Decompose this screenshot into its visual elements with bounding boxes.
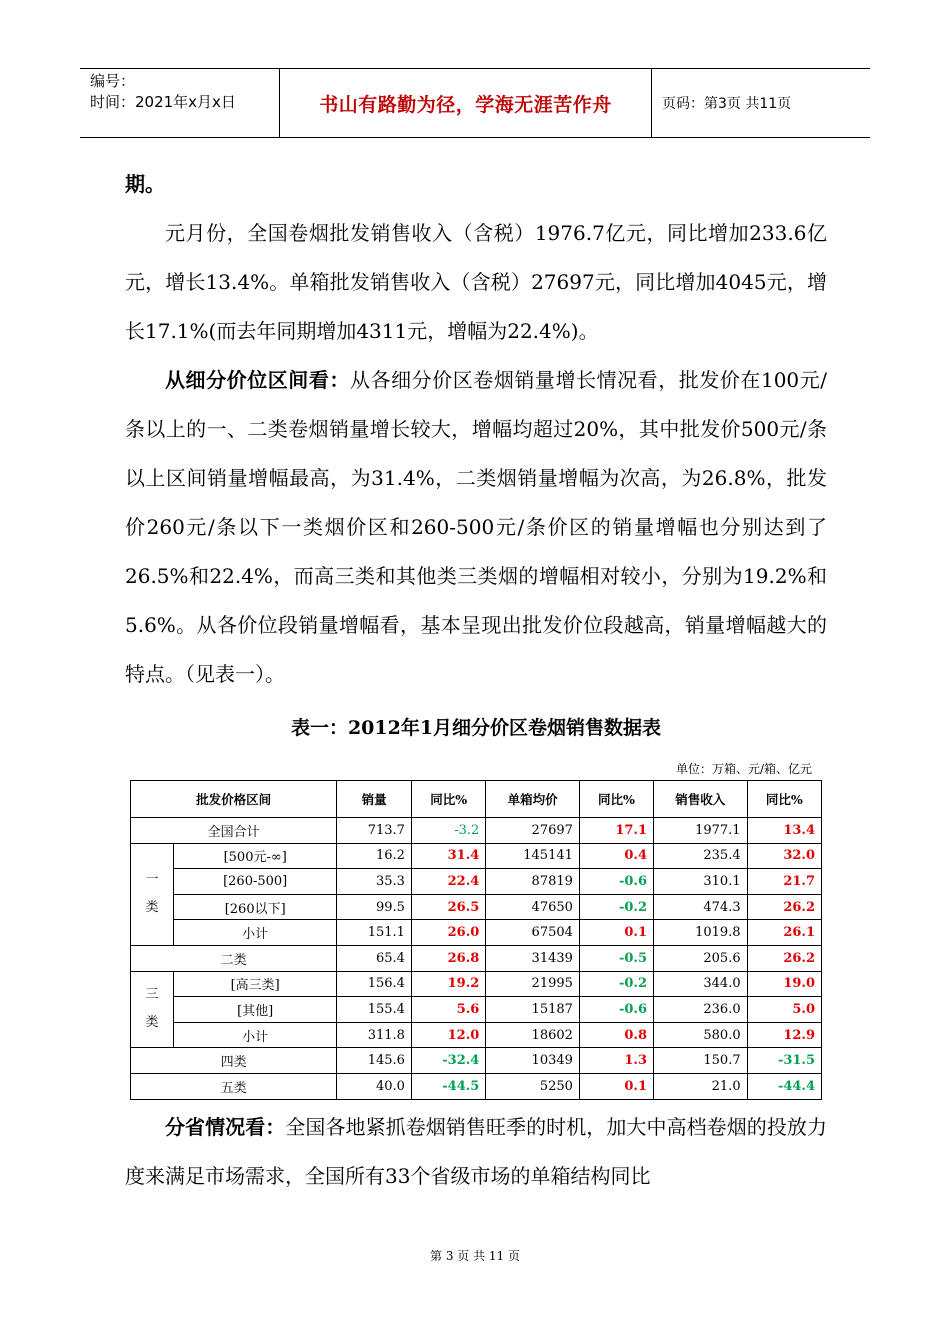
table-caption: 表一：2012年1月细分价区卷烟销售数据表 (290, 717, 662, 739)
page-header (80, 68, 870, 138)
doc-time-label: 时间：2021年x月x日 (90, 93, 236, 111)
row-label: [260-500] (174, 869, 337, 895)
table-row (131, 920, 822, 946)
table-row (131, 1022, 822, 1048)
cell-volume: 311.8 (337, 1022, 412, 1048)
cell-revenue: 236.0 (654, 997, 748, 1023)
cell-volume: 40.0 (337, 1073, 412, 1099)
table-unit: 单位：万箱、元/箱、亿元 (675, 762, 812, 776)
cell-revenue: 344.0 (654, 971, 748, 997)
paragraph-2 (125, 356, 827, 699)
doc-code-label: 编号： (90, 72, 136, 90)
cell-price-yoy: -0.5 (579, 945, 653, 971)
cell-volume: 156.4 (337, 971, 412, 997)
cell-unit-price: 47650 (486, 894, 580, 920)
group-label-class1: 一类 (131, 843, 174, 945)
row-label: 小计 (174, 920, 337, 946)
cell-revenue: 21.0 (654, 1073, 748, 1099)
col-header-range: 批发价格区间 (131, 781, 337, 818)
cell-unit-price: 31439 (486, 945, 580, 971)
paragraph-3-lead: 分省情况看： (165, 1115, 286, 1139)
paragraph-2-lead: 从细分价位区间看： (165, 368, 350, 392)
paragraph-2-text: 从各细分价区卷烟销量增长情况看，批发价在100元/条以上的一、二类卷烟销量增长较大，增幅均超过20%，其中批发价500元/条以上区间销量增幅最高，为31.4%，二类烟销量增幅为次高，为26.8%，批发价260元/条以下一类烟价区和260-500元/条价区的销量增幅也分别达到了26.5%和22.4%，而高三类和其他类三类烟的增幅相对较小，分别为19.2%和5.6%。从各价位段销量增幅看，基本呈现出批发价位段越高，销量增幅越大的特点。（见表一）。 (125, 368, 828, 686)
row-label: [其他] (174, 997, 337, 1023)
cell-volume-yoy: 12.0 (411, 1022, 485, 1048)
cell-revenue-yoy: 26.2 (747, 894, 821, 920)
row-label: [高三类] (174, 971, 337, 997)
cell-volume-yoy: -44.5 (411, 1073, 485, 1099)
row-label: [260以下] (174, 894, 337, 920)
table-row (131, 945, 822, 971)
cell-price-yoy: 0.1 (579, 1073, 653, 1099)
table-row (131, 843, 822, 869)
cell-revenue: 205.6 (654, 945, 748, 971)
row-label: 全国合计 (131, 818, 337, 844)
cell-revenue: 310.1 (654, 869, 748, 895)
cell-unit-price: 145141 (486, 843, 580, 869)
cell-volume-yoy: 19.2 (411, 971, 485, 997)
page-footer: 第 3 页 共 11 页 (430, 1249, 520, 1263)
col-header-revenue: 销售收入 (654, 781, 748, 818)
cell-revenue-yoy: 5.0 (747, 997, 821, 1023)
cell-volume-yoy: -32.4 (411, 1048, 485, 1074)
paragraph-0-text: 期。 (125, 172, 165, 196)
cell-volume: 155.4 (337, 997, 412, 1023)
cell-volume: 145.6 (337, 1048, 412, 1074)
cell-revenue-yoy: -31.5 (747, 1048, 821, 1074)
sales-table (130, 780, 822, 1100)
cell-volume: 65.4 (337, 945, 412, 971)
header-motto-cell (280, 69, 652, 137)
header-meta (80, 69, 280, 137)
cell-price-yoy: 0.8 (579, 1022, 653, 1048)
col-header-revenue-yoy: 同比% (747, 781, 821, 818)
row-label: 二类 (131, 945, 337, 971)
table-row (131, 971, 822, 997)
cell-unit-price: 21995 (486, 971, 580, 997)
cell-revenue: 1019.8 (654, 920, 748, 946)
cell-price-yoy: -0.6 (579, 997, 653, 1023)
cell-revenue-yoy: 19.0 (747, 971, 821, 997)
col-header-volume-yoy: 同比% (411, 781, 485, 818)
cell-price-yoy: 0.4 (579, 843, 653, 869)
table-row (131, 1073, 822, 1099)
cell-price-yoy: -0.2 (579, 894, 653, 920)
row-label: 四类 (131, 1048, 337, 1074)
cell-volume: 151.1 (337, 920, 412, 946)
cell-price-yoy: 1.3 (579, 1048, 653, 1074)
cell-volume-yoy: 31.4 (411, 843, 485, 869)
cell-revenue: 1977.1 (654, 818, 748, 844)
cell-volume: 99.5 (337, 894, 412, 920)
cell-volume-yoy: 5.6 (411, 997, 485, 1023)
row-label: 五类 (131, 1073, 337, 1099)
cell-volume: 35.3 (337, 869, 412, 895)
cell-unit-price: 87819 (486, 869, 580, 895)
cell-revenue-yoy: -44.4 (747, 1073, 821, 1099)
cell-price-yoy: -0.2 (579, 971, 653, 997)
paragraph-3 (125, 1103, 827, 1201)
body-text-bottom (125, 1103, 827, 1201)
col-header-price-yoy: 同比% (579, 781, 653, 818)
cell-revenue: 580.0 (654, 1022, 748, 1048)
table-row (131, 818, 822, 844)
row-label: 小计 (174, 1022, 337, 1048)
cell-unit-price: 15187 (486, 997, 580, 1023)
cell-revenue-yoy: 32.0 (747, 843, 821, 869)
table-row (131, 997, 822, 1023)
table-row (131, 1048, 822, 1074)
body-text-top (125, 160, 827, 699)
cell-unit-price: 10349 (486, 1048, 580, 1074)
cell-volume-yoy: 26.8 (411, 945, 485, 971)
cell-revenue: 235.4 (654, 843, 748, 869)
cell-volume-yoy: 26.5 (411, 894, 485, 920)
cell-volume: 16.2 (337, 843, 412, 869)
cell-unit-price: 18602 (486, 1022, 580, 1048)
cell-revenue: 474.3 (654, 894, 748, 920)
group-label-class3: 三类 (131, 971, 174, 1048)
paragraph-0 (125, 160, 827, 209)
cell-revenue: 150.7 (654, 1048, 748, 1074)
cell-volume-yoy: 22.4 (411, 869, 485, 895)
table-row (131, 869, 822, 895)
header-motto: 书山有路勤为径，学海无涯苦作舟 (319, 93, 612, 116)
cell-revenue-yoy: 26.2 (747, 945, 821, 971)
cell-revenue-yoy: 12.9 (747, 1022, 821, 1048)
paragraph-1: 元月份，全国卷烟批发销售收入（含税）1976.7亿元，同比增加233.6亿元，增长13.4%。单箱批发销售收入（含税）27697元，同比增加4045元，增长17.1%(而去年同期增加4311元，增幅为22.4%)。 (125, 221, 827, 343)
cell-revenue-yoy: 26.1 (747, 920, 821, 946)
cell-price-yoy: 17.1 (579, 818, 653, 844)
cell-unit-price: 27697 (486, 818, 580, 844)
cell-unit-price: 5250 (486, 1073, 580, 1099)
cell-volume-yoy: -3.2 (411, 818, 485, 844)
cell-volume: 713.7 (337, 818, 412, 844)
cell-price-yoy: -0.6 (579, 869, 653, 895)
cell-volume-yoy: 26.0 (411, 920, 485, 946)
cell-unit-price: 67504 (486, 920, 580, 946)
paragraph-3-text: 全国各地紧抓卷烟销售旺季的时机，加大中高档卷烟的投放力度来满足市场需求，全国所有33个省级市场的单箱结构同比 (125, 1115, 827, 1188)
cell-revenue-yoy: 13.4 (747, 818, 821, 844)
row-label: [500元-∞] (174, 843, 337, 869)
table-header-row (131, 781, 822, 818)
header-page-info: 页码：第3页 共11页 (662, 96, 792, 112)
col-header-volume: 销量 (337, 781, 412, 818)
cell-price-yoy: 0.1 (579, 920, 653, 946)
cell-revenue-yoy: 21.7 (747, 869, 821, 895)
table-row (131, 894, 822, 920)
col-header-unit-price: 单箱均价 (486, 781, 580, 818)
